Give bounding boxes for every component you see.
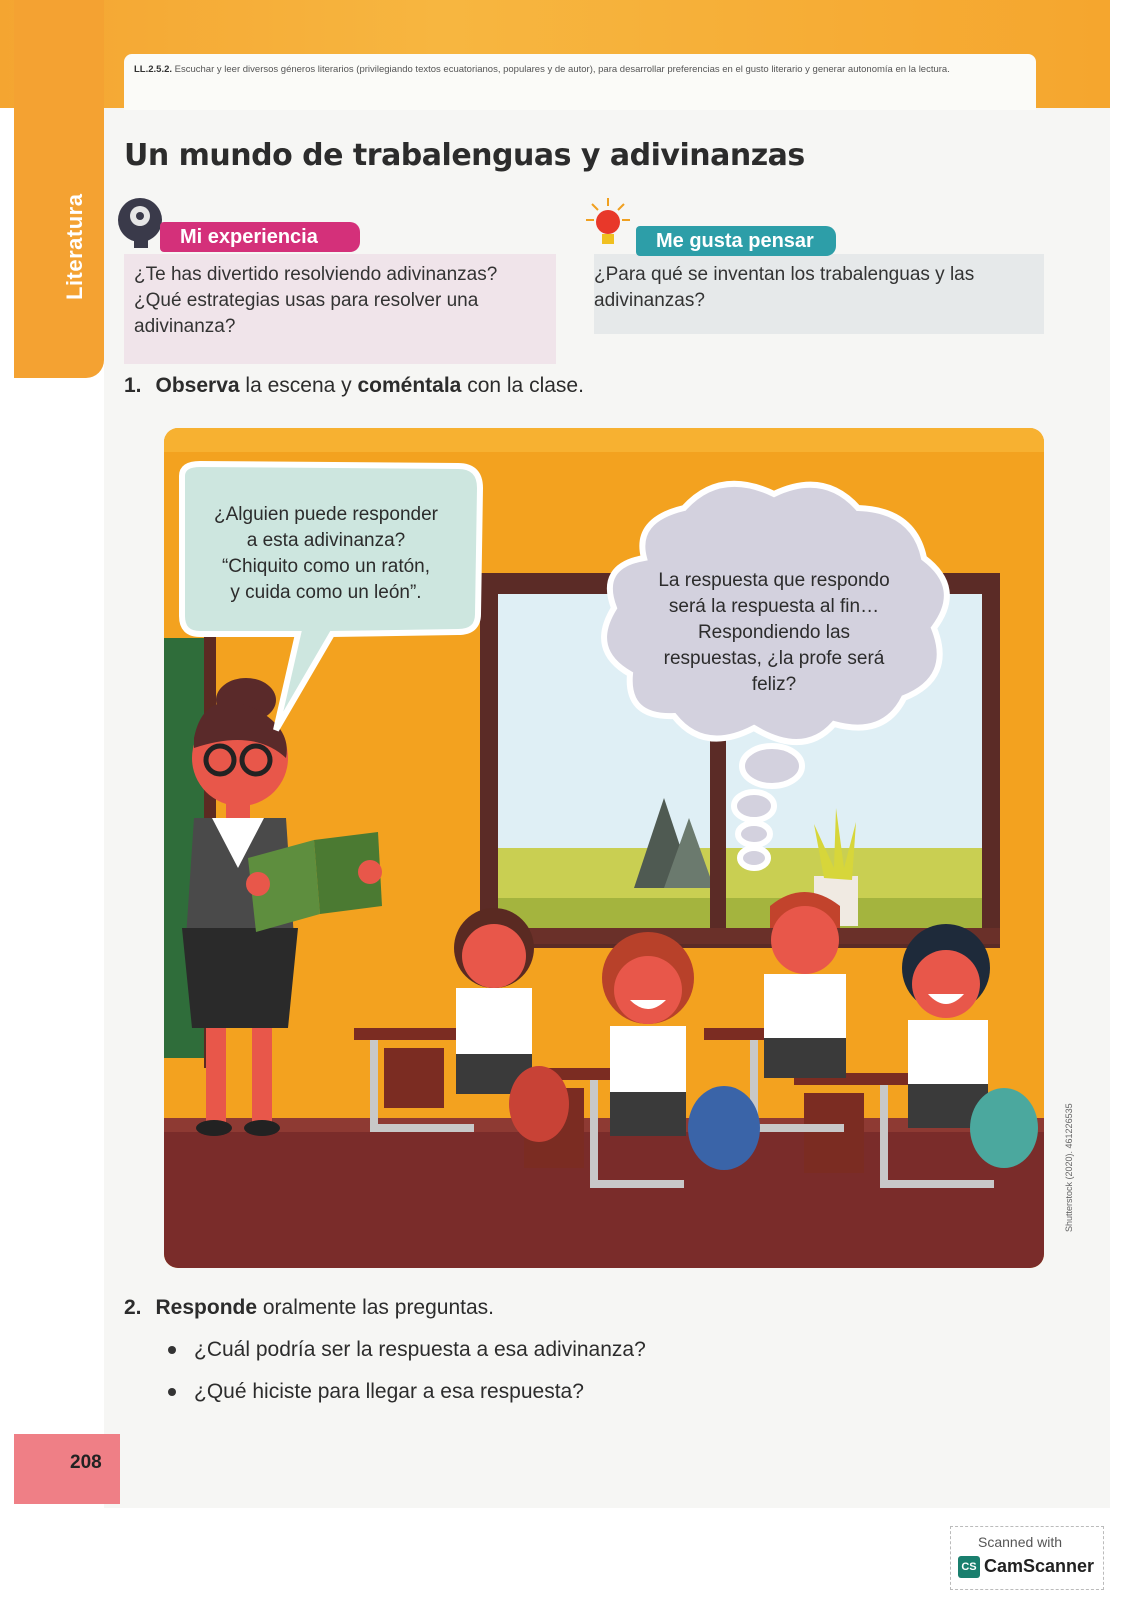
student-boy-2 (902, 924, 990, 1128)
head-gears-icon (116, 196, 164, 250)
curriculum-objective (124, 54, 1036, 110)
speech-bubble-text (186, 502, 466, 606)
thought-line-2: será la respuesta al fin… (668, 596, 880, 617)
image-credit: Shutterstock (2020). 461226535 (1064, 1103, 1074, 1232)
bullet-dot (168, 1346, 176, 1354)
activity-1-text-end: con la clase. (461, 374, 584, 397)
objective-text: Escuchar y leer diversos géneros literarios (privilegiando textos ecuatorianos, populares y de autor), para desarrollar preferencias en el gusto literario y generar autonomía en la lectura. (174, 64, 950, 75)
classroom-illustration (164, 428, 1044, 1268)
student-girl-1 (454, 908, 534, 1094)
bullet-2-text: ¿Qué hiciste para llegar a esa respuesta? (194, 1380, 584, 1403)
activity-1-number: 1. (124, 374, 142, 397)
thought-bubble-text (632, 568, 916, 698)
speech-line-3: “Chiquito como un ratón, (221, 556, 431, 577)
activity-1 (124, 374, 584, 398)
camscanner-logo-icon: CS (958, 1556, 980, 1578)
page-title: Un mundo de trabalenguas y adivinanzas (124, 138, 805, 173)
mi-experiencia-line3: adivinanza? (134, 316, 236, 337)
section-side-label: Literatura (62, 193, 87, 300)
thought-line-4: respuestas, ¿la profe será (663, 648, 885, 669)
bullet-dot (168, 1388, 176, 1396)
page-number-box (14, 1434, 120, 1504)
thought-line-3: Respondiendo las (697, 622, 851, 643)
student-girl-2 (602, 932, 694, 1136)
activity-2 (124, 1296, 494, 1320)
speech-line-2: a esta adivinanza? (246, 530, 406, 551)
me-gusta-pensar-label: Me gusta pensar (636, 226, 836, 256)
activity-2-verb-responde: Responde (155, 1296, 258, 1319)
bullet-1-text: ¿Cuál podría ser la respuesta a esa adivinanza? (194, 1338, 646, 1361)
thought-line-5: feliz? (751, 674, 797, 695)
activity-2-number: 2. (124, 1296, 142, 1319)
objective-code: LL.2.5.2. (134, 64, 173, 75)
thought-line-1: La respuesta que respondo (658, 570, 890, 591)
lightbulb-icon (580, 196, 636, 252)
activity-2-bullet-1 (168, 1338, 646, 1362)
page-number: 208 (70, 1452, 102, 1473)
speech-line-1: ¿Alguien puede responder (214, 504, 438, 525)
activity-2-bullet-2 (168, 1380, 584, 1404)
speech-line-4: y cuida como un león”. (230, 582, 422, 603)
me-gusta-pensar-line1: ¿Para qué se inventan los trabalenguas y las (594, 264, 975, 285)
camscanner-brand: CamScanner (984, 1556, 1095, 1576)
activity-2-text: oralmente las preguntas. (257, 1296, 494, 1319)
activity-1-verb-observa: Observa (155, 374, 240, 397)
mi-experiencia-line2: ¿Qué estrategias usas para resolver una (134, 290, 479, 311)
section-side-tab (14, 0, 104, 378)
me-gusta-pensar-line2: adivinanzas? (594, 290, 705, 311)
scanned-with-text: Scanned with (978, 1534, 1063, 1550)
mi-experiencia-label: Mi experiencia (160, 222, 360, 252)
activity-1-text-mid: la escena y (239, 374, 358, 397)
student-boy-1 (764, 892, 846, 1078)
activity-1-verb-comentala: coméntala (357, 374, 462, 397)
mi-experiencia-line1: ¿Te has divertido resolviendo adivinanzas? (134, 264, 498, 285)
